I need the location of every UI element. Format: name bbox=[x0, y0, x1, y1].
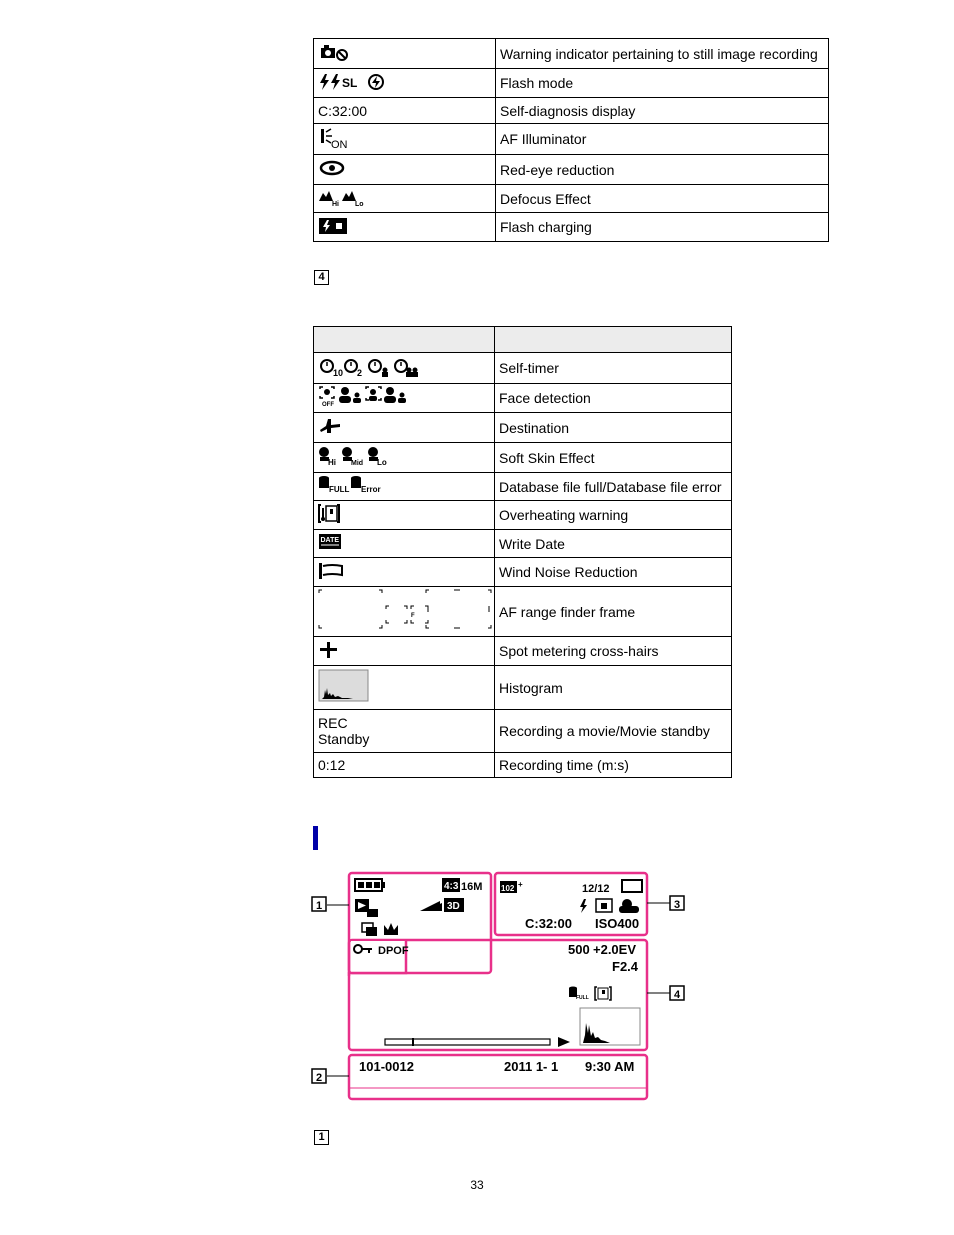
icon-cell bbox=[314, 185, 496, 213]
table-row bbox=[314, 753, 732, 778]
table-row bbox=[314, 155, 829, 185]
image-size-text: 16M bbox=[461, 881, 483, 893]
svg-text:SL: SL bbox=[342, 75, 358, 90]
callout-2 bbox=[312, 1069, 326, 1084]
description-cell: Warning indicator pertaining to still image recording bbox=[496, 39, 829, 69]
description-cell: Spot metering cross-hairs bbox=[495, 637, 732, 666]
description-cell: Recording a movie/Movie standby bbox=[495, 710, 732, 753]
svg-text:2: 2 bbox=[357, 367, 363, 378]
callout-3 bbox=[670, 896, 684, 911]
description-cell: AF Illuminator bbox=[496, 124, 829, 155]
svg-text:Mid: Mid bbox=[351, 460, 364, 467]
svg-text:F: F bbox=[411, 613, 415, 619]
still-warning-icon bbox=[318, 42, 358, 62]
face-detection-icons bbox=[318, 386, 412, 408]
standby-text: Standby bbox=[318, 731, 370, 747]
svg-text:Hi: Hi bbox=[328, 458, 336, 467]
table-row bbox=[314, 384, 732, 413]
memory-card-icon bbox=[622, 880, 642, 892]
aspect-ratio-text: 4:3 bbox=[444, 881, 459, 892]
description-cell: Self-timer bbox=[495, 353, 732, 384]
table-row bbox=[314, 666, 732, 710]
wide-image-icon bbox=[420, 901, 442, 911]
icon-cell bbox=[314, 353, 495, 384]
3d-icon bbox=[444, 898, 464, 912]
description-cell: Write Date bbox=[495, 530, 732, 558]
table-row bbox=[314, 98, 829, 124]
description-cell: Soft Skin Effect bbox=[495, 443, 732, 473]
callout-3-label: 3 bbox=[673, 899, 681, 911]
header-cell bbox=[314, 327, 495, 353]
table-row bbox=[314, 530, 732, 558]
table-row bbox=[314, 39, 829, 69]
description-cell: AF range finder frame bbox=[495, 587, 732, 637]
description-cell: Histogram bbox=[495, 666, 732, 710]
callout-1 bbox=[312, 897, 326, 912]
icon-cell bbox=[314, 637, 495, 666]
callout-1-label: 1 bbox=[315, 900, 323, 912]
svg-text:ON: ON bbox=[331, 138, 348, 149]
svg-text:Hi: Hi bbox=[332, 201, 339, 207]
description-cell: Flash mode bbox=[496, 69, 829, 98]
icon-cell bbox=[314, 413, 495, 443]
callout-2-label: 2 bbox=[315, 1072, 323, 1084]
svg-text:DATE: DATE bbox=[320, 537, 340, 544]
white-balance-icon bbox=[619, 899, 639, 913]
icon-cell bbox=[314, 473, 495, 501]
description-cell: Recording time (m:s) bbox=[495, 753, 732, 778]
svg-text:FULL: FULL bbox=[329, 485, 350, 494]
dpof-text: DPOF bbox=[378, 945, 409, 957]
rec-text: REC bbox=[318, 715, 348, 731]
description-cell: Red-eye reduction bbox=[496, 155, 829, 185]
icon-cell bbox=[314, 384, 495, 413]
section-4-label: 4 bbox=[314, 270, 329, 285]
self-diagnosis-text: C:32:00 bbox=[525, 916, 572, 931]
description-cell: Wind Noise Reduction bbox=[495, 558, 732, 587]
table-row bbox=[314, 558, 732, 587]
table-row bbox=[314, 443, 732, 473]
flash-charging-icon bbox=[318, 216, 358, 236]
table-row bbox=[314, 185, 829, 213]
icon-cell bbox=[314, 155, 496, 185]
description-cell: Defocus Effect bbox=[496, 185, 829, 213]
file-number-text: 101-0012 bbox=[359, 1059, 414, 1074]
table-row bbox=[314, 353, 732, 384]
histogram-screen bbox=[580, 1008, 640, 1045]
icon-text-cell: C:32:00 bbox=[314, 98, 496, 124]
aperture-text: F2.4 bbox=[612, 959, 639, 974]
table-row bbox=[314, 710, 732, 753]
write-date-icon bbox=[318, 532, 348, 552]
description-cell: Overheating warning bbox=[495, 501, 732, 530]
table-row bbox=[314, 124, 829, 155]
overheating-icon bbox=[318, 503, 348, 525]
callout-4 bbox=[670, 986, 684, 1001]
svg-text:Error: Error bbox=[361, 485, 381, 494]
self-timer-icons bbox=[318, 356, 422, 378]
svg-text:+: + bbox=[518, 880, 523, 889]
description-cell: Destination bbox=[495, 413, 732, 443]
image-count-text: 12/12 bbox=[582, 883, 610, 895]
burst-group-icon bbox=[362, 923, 377, 936]
icon-cell bbox=[314, 666, 495, 710]
svg-text:OFF: OFF bbox=[322, 401, 334, 408]
database-full-icon bbox=[569, 987, 589, 1002]
af-range-finder-frame-icons bbox=[314, 587, 495, 633]
table-row bbox=[314, 213, 829, 242]
folder-number: 102 bbox=[501, 884, 515, 893]
icon-cell bbox=[314, 558, 495, 587]
shutter-speed-text: 500 bbox=[568, 942, 590, 957]
icon-cell bbox=[314, 69, 496, 98]
table-row bbox=[314, 413, 732, 443]
af-illuminator-icon bbox=[318, 127, 358, 149]
airplane-icon bbox=[318, 416, 348, 436]
table-row bbox=[314, 69, 829, 98]
defocus-icons bbox=[318, 187, 378, 207]
histogram-icon bbox=[318, 668, 370, 704]
icon-cell bbox=[314, 501, 495, 530]
playback-progress-bar bbox=[385, 1037, 570, 1047]
database-icons bbox=[318, 474, 388, 496]
metering-icon bbox=[596, 899, 612, 912]
svg-text:Lo: Lo bbox=[355, 201, 364, 207]
table-row bbox=[314, 637, 732, 666]
display-indicators-table-3 bbox=[313, 38, 829, 242]
svg-text:FULL: FULL bbox=[576, 995, 589, 1001]
battery-icon bbox=[355, 879, 385, 891]
recording-time-text: 9:30 AM bbox=[585, 1059, 635, 1074]
crown-icon bbox=[384, 923, 398, 935]
exposure-text: +2.0EV bbox=[593, 942, 637, 957]
icon-text-cell: 0:12 bbox=[314, 753, 495, 778]
icon-text-cell bbox=[314, 710, 495, 753]
svg-text:Lo: Lo bbox=[377, 458, 387, 467]
icon-cell bbox=[314, 443, 495, 473]
icon-cell bbox=[314, 213, 496, 242]
description-cell: Database file full/Database file error bbox=[495, 473, 732, 501]
callout-4-label: 4 bbox=[673, 989, 681, 1001]
section-1-label: 1 bbox=[314, 1130, 329, 1145]
recording-date-text: 2011 1- 1 bbox=[504, 1059, 559, 1074]
overheating-icon-screen bbox=[595, 987, 611, 1000]
icon-cell bbox=[314, 530, 495, 558]
iso-text: ISO400 bbox=[595, 916, 640, 931]
3d-text: 3D bbox=[447, 901, 460, 912]
icon-cell bbox=[314, 587, 495, 637]
page-number: 33 bbox=[470, 1178, 484, 1192]
playback-screen-diagram bbox=[300, 865, 700, 1110]
flash-icon bbox=[580, 899, 587, 913]
icon-cell bbox=[314, 39, 496, 69]
header-cell bbox=[495, 327, 732, 353]
table-row bbox=[314, 587, 732, 637]
table-row bbox=[314, 473, 732, 501]
svg-text:10: 10 bbox=[333, 367, 344, 378]
flash-mode-icons bbox=[318, 72, 388, 92]
description-cell: Face detection bbox=[495, 384, 732, 413]
aspect-ratio-icon bbox=[442, 878, 460, 892]
soft-skin-icons bbox=[318, 445, 398, 467]
crosshair-icon bbox=[318, 640, 342, 660]
display-indicators-table-4 bbox=[313, 326, 732, 778]
description-cell: Flash charging bbox=[496, 213, 829, 242]
folder-icon bbox=[500, 880, 523, 893]
playback-mode-icon bbox=[355, 899, 378, 917]
description-cell: Self-diagnosis display bbox=[496, 98, 829, 124]
section-heading-bar bbox=[313, 826, 318, 850]
icon-cell bbox=[314, 124, 496, 155]
table-row bbox=[314, 501, 732, 530]
red-eye-icon bbox=[318, 158, 358, 178]
table-header-row bbox=[314, 327, 732, 353]
wind-noise-icon bbox=[318, 561, 350, 581]
